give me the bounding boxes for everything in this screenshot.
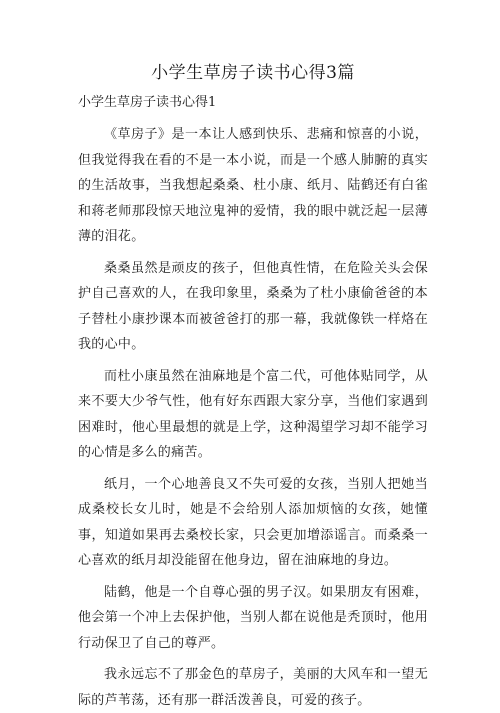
- paragraph-6: 我永远忘不了那金色的草房子，美丽的大风车和一望无际的芦苇荡，还有那一群活泼善良，可爱的孩子。: [78, 667, 428, 708]
- document-title: 小学生草房子读书心得3篇: [151, 63, 355, 83]
- paragraph-3: 而杜小康虽然在油麻地是个富二代，可他体贴同学，从来不要大少爷气性，他有好东西跟大家分享，当他们家遇到困难时，他心里最想的就是上学，这种渴望学习却不能学习的心情是多么的痛苦。: [78, 368, 428, 460]
- paragraph-2: 桑桑虽然是顽皮的孩子，但他真性情，在危险关头会保护自己喜欢的人，在我印象里，桑桑为了杜小康偷爸爸的本子替杜小康抄课本而被爸爸打的那一幕，我就像铁一样烙在我的心中。: [78, 260, 428, 352]
- paragraph-1: 《草房子》是一本让人感到快乐、悲痛和惊喜的小说，但我觉得我在看的不是一本小说，而是一个感人肺腑的真实的生活故事，当我想起桑桑、杜小康、纸月、陆鹤还有白雀和蒋老师那段惊天地泣鬼神的爱情，我的眼中就泛起一层薄薄的泪花。: [78, 127, 428, 244]
- paragraph-5: 陆鹤，他是一个自尊心强的男子汉。如果朋友有困难，他会第一个冲上去保护他，当别人都在说他是秃顶时，他用行动保卫了自己的尊严。: [78, 584, 428, 651]
- paragraph-4: 纸月，一个心地善良又不失可爱的女孩，当别人把她当成桑校长女儿时，她是不会给别人添加烦恼的女孩，她懂事，知道如果再去桑校长家，只会更加增添谣言。而桑桑一心喜欢的纸月却没能留在他身边，留在油麻地的身边。: [78, 476, 428, 568]
- section-title: 小学生草房子读书心得1: [78, 95, 217, 110]
